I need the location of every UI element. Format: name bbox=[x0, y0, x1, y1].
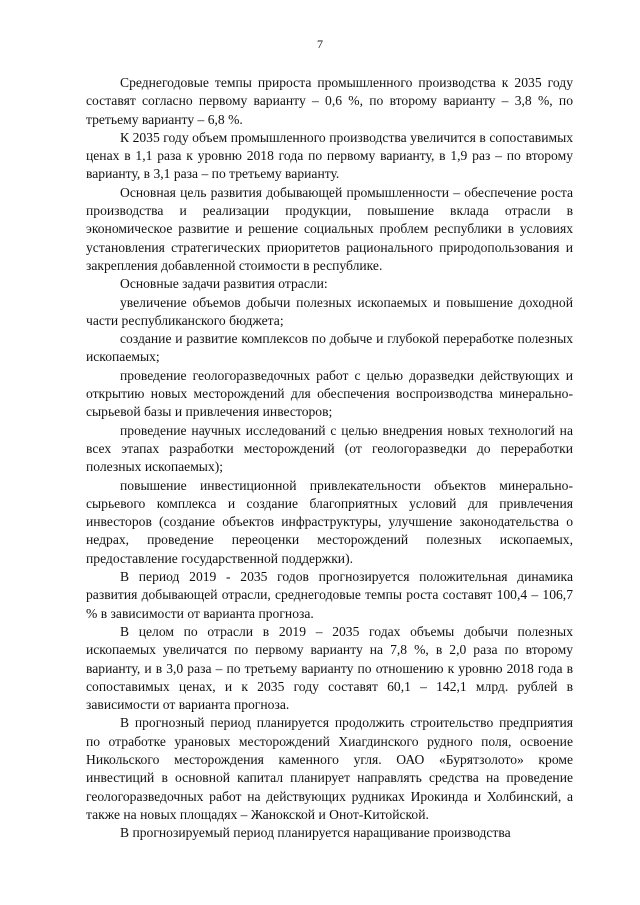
page-number: 7 bbox=[317, 37, 323, 51]
paragraph-tasks-heading: Основные задачи развития отрасли: bbox=[120, 276, 328, 292]
list-item-task-processing: создание и развитие комплексов по добыче и глубокой переработке полезных ископаемых; bbox=[86, 331, 573, 365]
list-item-task-exploration: проведение геологоразведочных работ с целью доразведки действующих и открытию новых месторождений для обеспечения воспроизводства минерально-сырьевой базы и привлечения инвесторов; bbox=[86, 367, 573, 420]
list-item-task-research: проведение научных исследований с целью внедрения новых технологий на всех этапах разработки месторождений (от геологоразведки до переработки полезных ископаемых); bbox=[86, 422, 573, 475]
paragraph-industrial-volume-2035: К 2035 году объем промышленного производства увеличится в сопоставимых ценах в 1,1 раза к уровню 2018 года по первому варианту, в 1,9 раз – по второму варианту, в 3,1 раза – по третьему варианту. bbox=[86, 129, 573, 182]
paragraph-industrial-growth-rates: Среднегодовые темпы прироста промышленного производства к 2035 году составят согласно первому варианту – 0,6 %, по второму варианту – 3,8 %, по третьему варианту – 6,8 %. bbox=[86, 75, 573, 127]
paragraph-mining-goal: Основная цель развития добывающей промышленности – обеспечение роста производства и реализации продукции, повышение вклада отрасли в экономическое развитие и решение социальных проблем республики в условиях установления стратегических приоритетов рационального природопользования и закрепления добавленной стоимости в республике. bbox=[86, 184, 573, 273]
list-item-task-extraction: увеличение объемов добычи полезных ископаемых и повышение доходной части республиканского бюджета; bbox=[86, 294, 573, 328]
list-item-task-investment: повышение инвестиционной привлекательности объектов минерально-сырьевого комплекса и создание благоприятных условий для привлечения инвесторов (создание объектов инфраструктуры, улучшение законодательства о недрах, проведение переоценки месторождений полезных ископаемых, предоставление государственной поддержки). bbox=[86, 477, 573, 566]
paragraph-construction-plans: В прогнозный период планируется продолжить строительство предприятия по отработке урановых месторождений Хиагдинского рудного поля, освоение Никольского месторождения каменного угля. ОАО «Бурятзолото» кроме инвестиций в основной капитал планирует направлять средства на проведение геологоразведочных работ на действующих рудниках Ирокинда и Холбинский, а также на новых площадях – Жанокской и Онот-Китойской. bbox=[86, 715, 573, 822]
paragraph-production-increase: В прогнозируемый период планируется наращивание производства bbox=[120, 825, 511, 841]
document-body bbox=[86, 74, 573, 842]
paragraph-forecast-dynamics: В период 2019 - 2035 годов прогнозируется положительная динамика развития добывающей отрасли, среднегодовые темпы роста составят 100,4 – 106,7 % в зависимости от варианта прогноза. bbox=[86, 569, 573, 621]
paragraph-extraction-volumes: В целом по отрасли в 2019 – 2035 годах объемы добычи полезных ископаемых увеличатся по первому варианту на 7,8 %, в 2,0 раза по второму варианту, и в 3,0 раза – по третьему варианту по отношению к уровню 2018 года в сопоставимых ценах, и к 2035 году составят 60,1 – 142,1 млрд. рублей в зависимости от варианта прогноза. bbox=[86, 623, 573, 713]
